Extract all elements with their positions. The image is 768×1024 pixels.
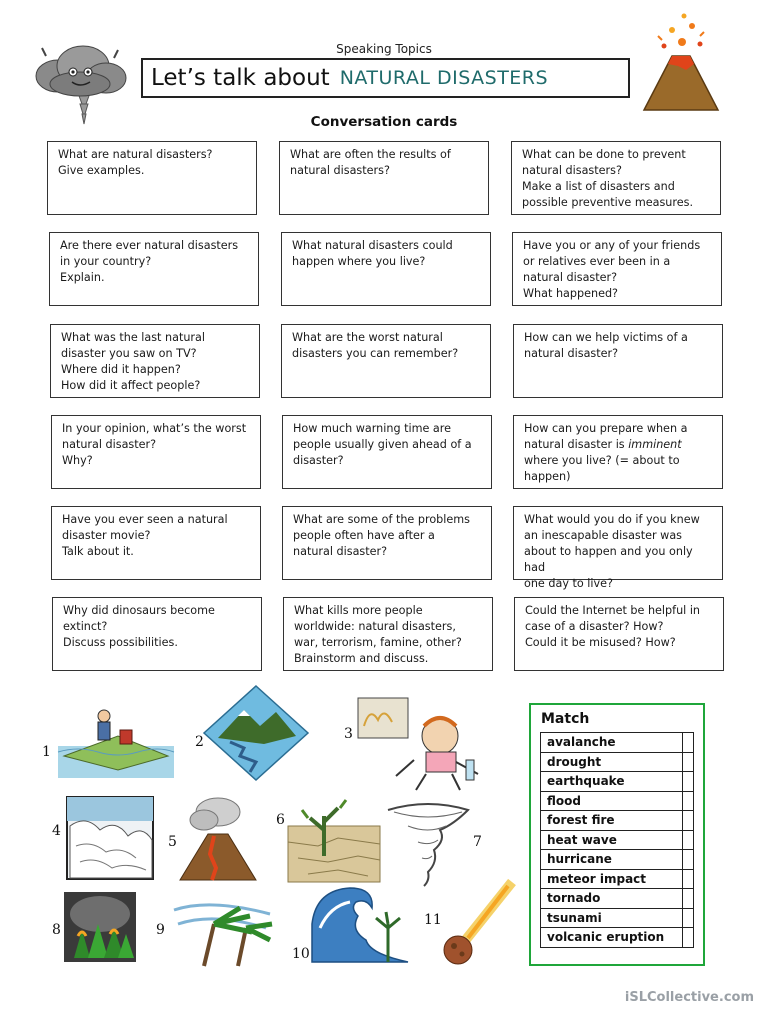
answer-cell[interactable] <box>683 791 694 811</box>
card-text: Could the Internet be helpful in case of a disaster? How? Could it be misused? How? <box>525 604 701 649</box>
card-text: What kills more people worldwide: natural disasters, war, terrorism, famine, other? Brainstorm and discuss. <box>294 604 462 665</box>
picture-number: 4 <box>52 823 61 839</box>
flood-house-icon <box>58 706 174 778</box>
match-box <box>529 703 705 966</box>
match-word: hurricane <box>541 850 683 870</box>
picture-number: 8 <box>52 922 61 938</box>
title-accent: NATURAL DISASTERS <box>339 67 549 89</box>
match-word: avalanche <box>541 733 683 753</box>
conversation-card <box>281 324 491 398</box>
avalanche-icon <box>66 796 154 880</box>
conversation-card <box>49 232 259 306</box>
match-word: tsunami <box>541 908 683 928</box>
answer-cell[interactable] <box>683 908 694 928</box>
card-text: Have you ever seen a natural disaster movie? Talk about it. <box>62 513 228 558</box>
card-text: What are often the results of natural disasters? <box>290 148 451 177</box>
picture-number: 9 <box>156 922 165 938</box>
conversation-card <box>513 415 723 489</box>
conversation-card <box>513 324 723 398</box>
card-text: How much warning time are people usually given ahead of a disaster? <box>293 422 472 467</box>
answer-cell[interactable] <box>683 850 694 870</box>
title-main: Let’s talk about <box>151 65 330 91</box>
conversation-card <box>512 232 722 306</box>
answer-cell[interactable] <box>683 830 694 850</box>
card-text: What was the last natural disaster you saw on TV? Where did it happen? How did it affect people? <box>61 331 205 392</box>
match-row <box>541 772 694 792</box>
match-table <box>540 732 694 948</box>
conversation-card <box>282 415 492 489</box>
match-title: Match <box>541 711 590 727</box>
conversation-card <box>279 141 489 215</box>
conversation-card <box>47 141 257 215</box>
conversation-card <box>283 597 493 671</box>
picture-number: 10 <box>292 946 310 962</box>
match-row <box>541 830 694 850</box>
picture-number: 3 <box>344 726 353 742</box>
card-text: Are there ever natural disasters in your country? Explain. <box>60 239 239 284</box>
conversation-card <box>281 232 491 306</box>
conversation-card <box>51 415 261 489</box>
match-row <box>541 869 694 889</box>
volcano-icon <box>638 6 724 118</box>
match-word: earthquake <box>541 772 683 792</box>
topic-label: Speaking Topics <box>336 42 432 56</box>
answer-cell[interactable] <box>683 752 694 772</box>
conversation-card <box>52 597 262 671</box>
answer-cell[interactable] <box>683 772 694 792</box>
match-word: forest fire <box>541 811 683 831</box>
conversation-card <box>51 506 261 580</box>
card-text: Why did dinosaurs become extinct? Discuss possibilities. <box>63 604 215 649</box>
match-row <box>541 791 694 811</box>
match-row <box>541 908 694 928</box>
page-title <box>141 58 630 98</box>
volcanic-eruption-icon <box>170 794 260 884</box>
match-word: tornado <box>541 889 683 909</box>
picture-number: 11 <box>424 912 442 928</box>
picture-number: 6 <box>276 812 285 828</box>
card-text: How can you prepare when a natural disaster is imminent where you live? (= about to happen) <box>524 422 688 483</box>
card-text: In your opinion, what’s the worst natural disaster? Why? <box>62 422 247 467</box>
conversation-card <box>511 141 721 215</box>
match-word: flood <box>541 791 683 811</box>
section-subtitle: Conversation cards <box>310 114 458 130</box>
card-text: What can be done to prevent natural disasters? Make a list of disasters and possible preventive measures. <box>522 148 694 209</box>
answer-cell[interactable] <box>683 811 694 831</box>
conversation-card <box>514 597 724 671</box>
earthquake-icon <box>204 686 308 780</box>
match-word: meteor impact <box>541 869 683 889</box>
hurricane-icon <box>170 894 274 968</box>
forest-fire-icon <box>64 892 136 962</box>
conversation-card <box>513 506 723 590</box>
match-row <box>541 928 694 948</box>
card-text: What are the worst natural disasters you can remember? <box>292 331 459 360</box>
conversation-card <box>282 506 492 580</box>
heat-wave-icon <box>356 696 486 792</box>
footer-brand: iSLCollective.com <box>624 990 754 1005</box>
card-text: What would you do if you knew an inescapable disaster was about to happen and you only had one day to live? <box>524 513 700 590</box>
card-text: How can we help victims of a natural disaster? <box>524 331 688 360</box>
picture-number: 2 <box>195 734 204 750</box>
answer-cell[interactable] <box>683 733 694 753</box>
match-row <box>541 889 694 909</box>
answer-cell[interactable] <box>683 889 694 909</box>
match-row <box>541 811 694 831</box>
match-row <box>541 752 694 772</box>
card-text: Have you or any of your friends or relatives ever been in a natural disaster? What happened? <box>523 239 701 300</box>
picture-number: 5 <box>168 834 177 850</box>
picture-number: 7 <box>473 834 482 850</box>
tsunami-icon <box>310 884 410 964</box>
match-word: volcanic eruption <box>541 928 683 948</box>
picture-number: 1 <box>42 744 51 760</box>
conversation-card <box>50 324 260 398</box>
answer-cell[interactable] <box>683 869 694 889</box>
answer-cell[interactable] <box>683 928 694 948</box>
card-text: What are some of the problems people often have after a natural disaster? <box>293 513 470 558</box>
card-text: What natural disasters could happen where you live? <box>292 239 453 268</box>
match-row <box>541 733 694 753</box>
match-word: heat wave <box>541 830 683 850</box>
match-row <box>541 850 694 870</box>
card-text: What are natural disasters? Give examples. <box>58 148 213 177</box>
drought-icon <box>288 786 380 882</box>
tornado-icon <box>384 800 470 888</box>
match-word: drought <box>541 752 683 772</box>
meteor-icon <box>438 880 514 966</box>
